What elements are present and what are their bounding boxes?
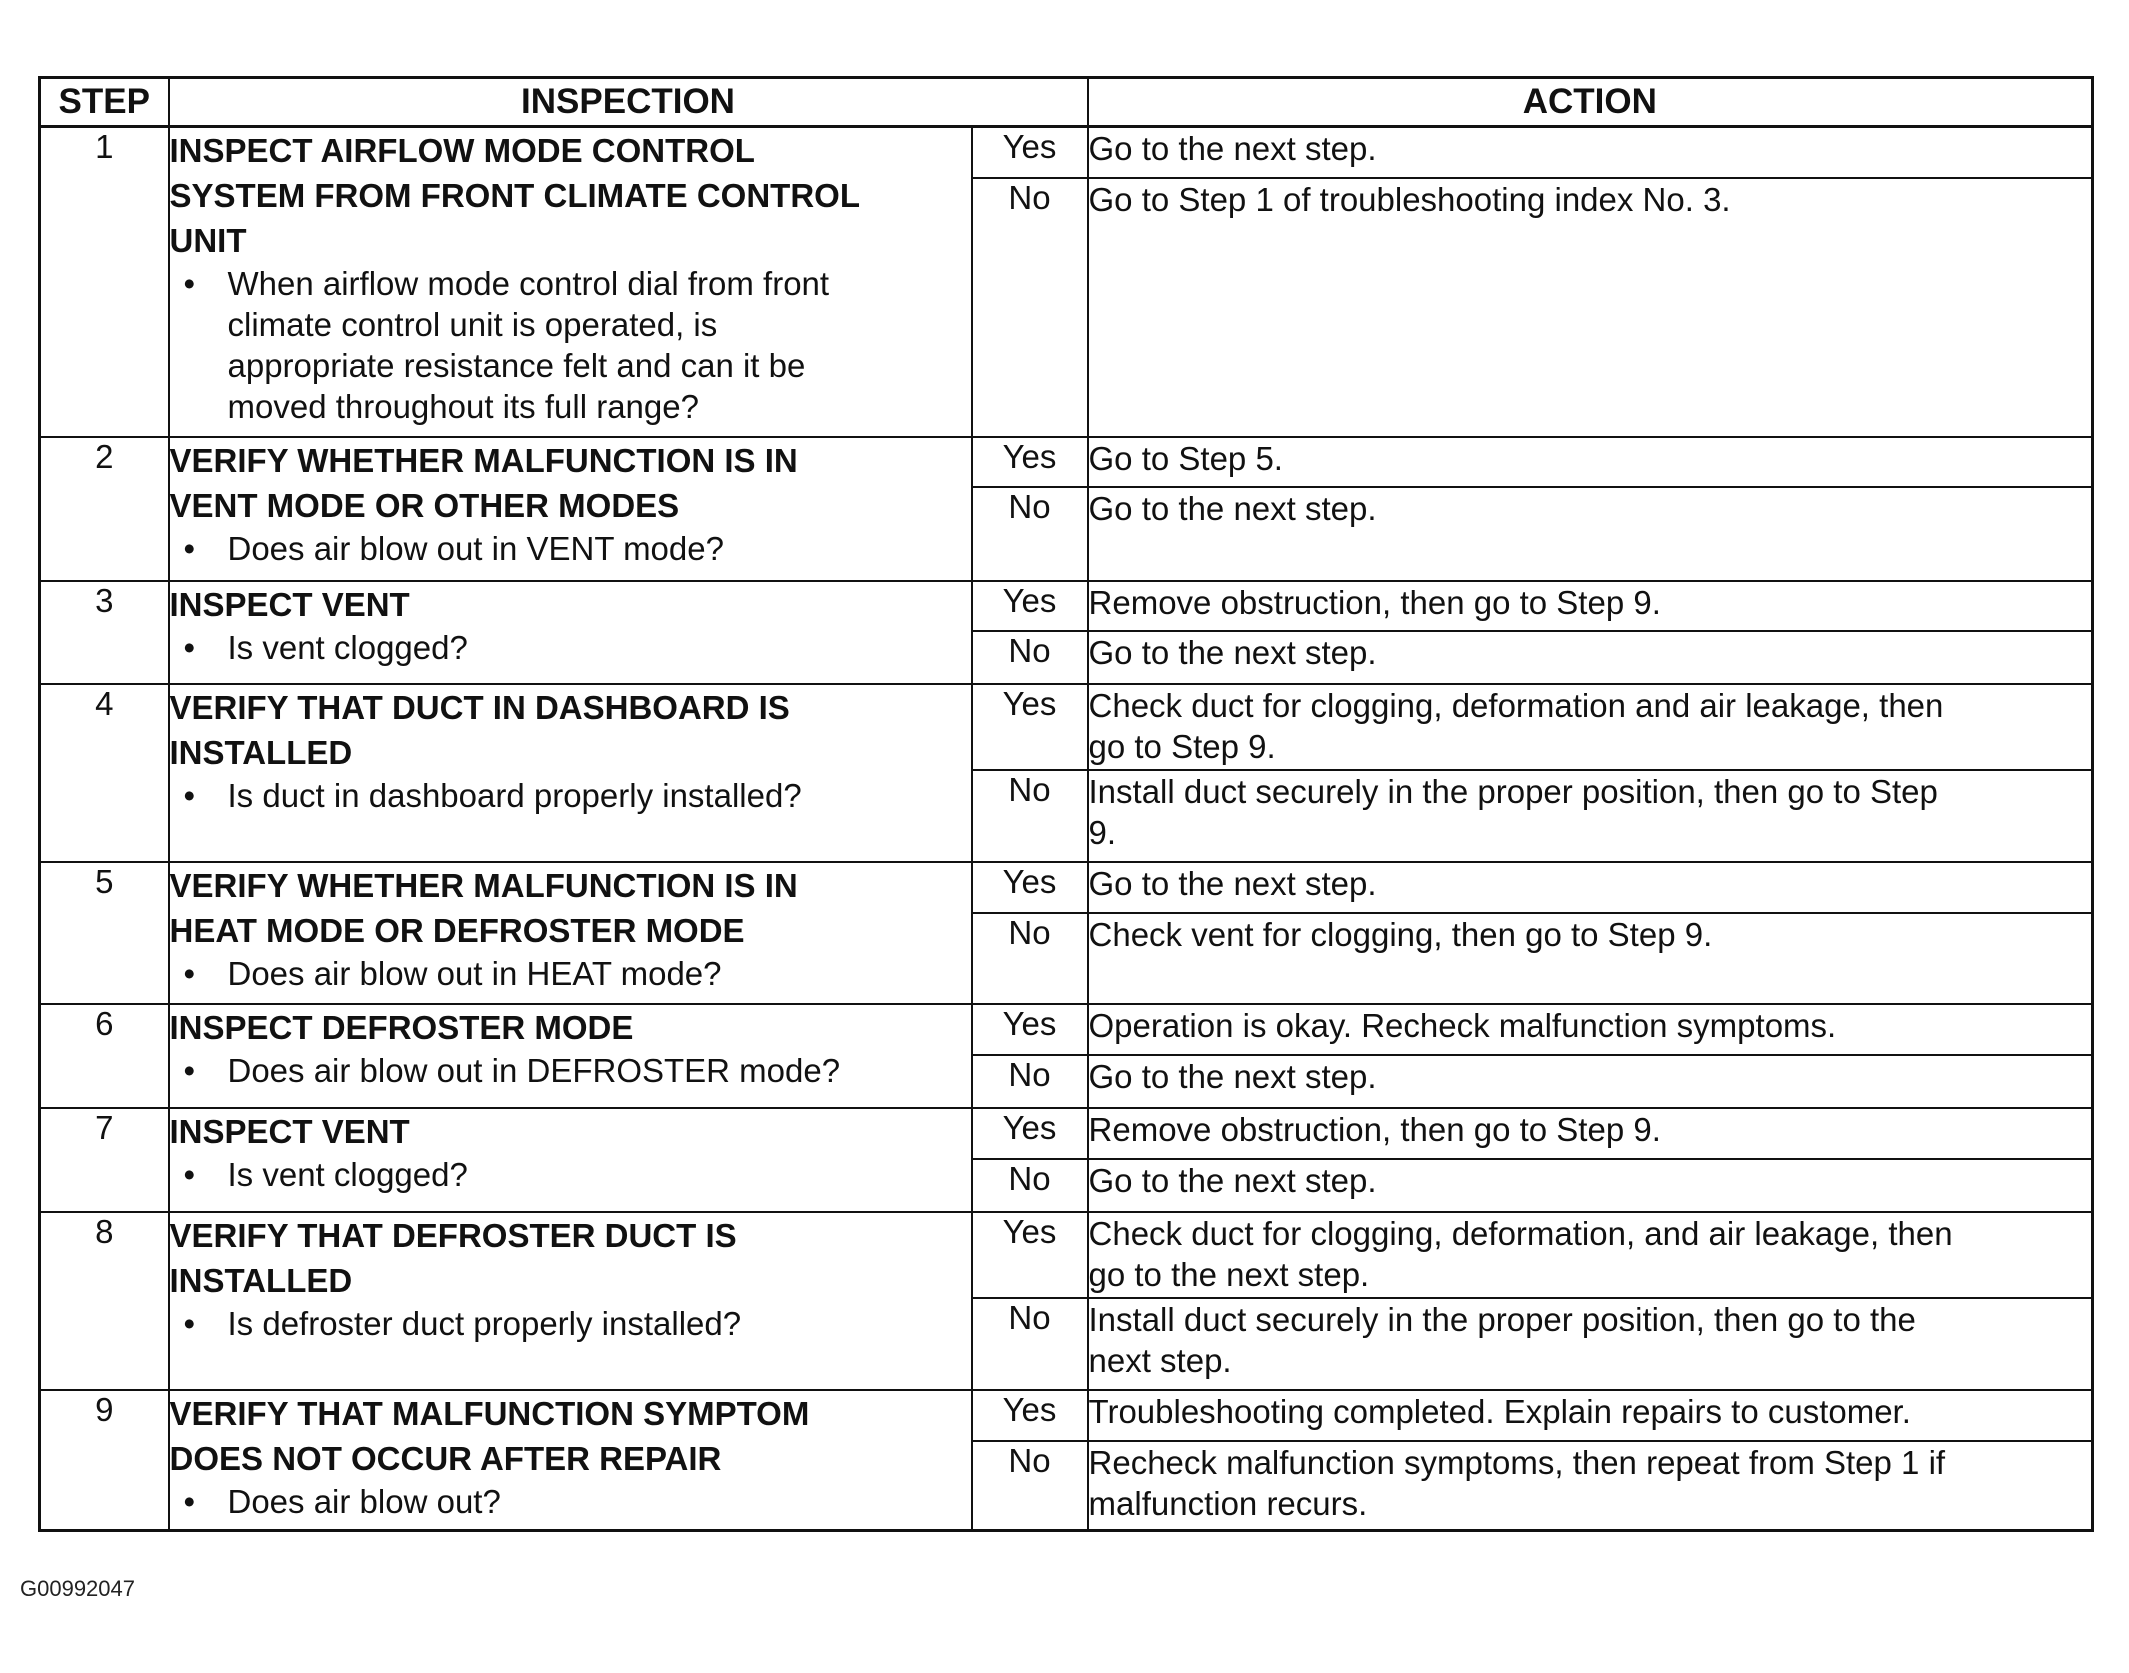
no-label: No — [972, 487, 1088, 581]
inspection-title-line: INSTALLED — [169, 1261, 353, 1299]
bullet-dot: • — [183, 954, 196, 992]
inspection-title-line: VERIFY THAT MALFUNCTION SYMPTOM — [169, 1394, 810, 1432]
header-action: ACTION — [1088, 78, 2093, 127]
no-label: No — [972, 1298, 1088, 1390]
table-row — [40, 1108, 2093, 1159]
no-label: No — [972, 770, 1088, 862]
action-line: Check duct for clogging, deformation, and air leakage, then — [1088, 1214, 1953, 1252]
bullet-dot: • — [183, 1482, 196, 1520]
action-line: Check vent for clogging, then go to Step 9. — [1088, 915, 1713, 953]
bullet-dot: • — [183, 628, 196, 666]
no-action — [1088, 1159, 2093, 1212]
table-row — [40, 127, 2093, 178]
step-number: 8 — [40, 1212, 169, 1390]
yes-action — [1088, 127, 2093, 178]
inspection-question — [170, 953, 971, 994]
bullet-dot: • — [183, 776, 196, 814]
inspection-question — [170, 775, 971, 816]
action-line: Remove obstruction, then go to Step 9. — [1088, 1110, 1661, 1148]
no-action — [1088, 1055, 2093, 1108]
no-label: No — [972, 1441, 1088, 1531]
action-line: go to Step 9. — [1088, 727, 1276, 765]
yes-action — [1088, 684, 2093, 770]
no-label: No — [972, 1159, 1088, 1212]
question-line: Does air blow out? — [227, 1482, 501, 1520]
question-line: Is duct in dashboard properly installed? — [227, 776, 802, 814]
bullet-dot: • — [183, 529, 196, 567]
inspection-question — [170, 528, 971, 569]
inspection-title-line: VERIFY THAT DUCT IN DASHBOARD IS — [169, 688, 790, 726]
yes-action — [1088, 581, 2093, 631]
yes-label: Yes — [972, 1004, 1088, 1055]
step-number: 1 — [40, 127, 169, 437]
no-label: No — [972, 1055, 1088, 1108]
inspection-title-line: VERIFY WHETHER MALFUNCTION IS IN — [169, 866, 798, 904]
inspection-cell — [169, 127, 972, 437]
inspection-title-line: DOES NOT OCCUR AFTER REPAIR — [169, 1439, 722, 1477]
inspection-title-line: INSPECT VENT — [169, 585, 410, 623]
question-line: Does air blow out in VENT mode? — [227, 529, 724, 567]
action-line: go to the next step. — [1088, 1255, 1370, 1293]
no-label: No — [972, 631, 1088, 684]
action-line: Go to the next step. — [1088, 1057, 1377, 1095]
table-row — [40, 581, 2093, 631]
inspection-question — [170, 1154, 971, 1195]
yes-action — [1088, 1108, 2093, 1159]
yes-label: Yes — [972, 127, 1088, 178]
question-line: Does air blow out in HEAT mode? — [227, 954, 722, 992]
action-line: Remove obstruction, then go to Step 9. — [1088, 583, 1661, 621]
yes-label: Yes — [972, 437, 1088, 487]
action-line: Install duct securely in the proper position, then go to the — [1088, 1300, 1916, 1338]
table-row — [40, 1212, 2093, 1298]
inspection-cell — [169, 1108, 972, 1212]
table-row — [40, 1390, 2093, 1441]
action-line: Troubleshooting completed. Explain repairs to customer. — [1088, 1392, 1911, 1430]
question-line: Is vent clogged? — [227, 1155, 468, 1193]
step-number: 6 — [40, 1004, 169, 1108]
inspection-title-line: VERIFY THAT DEFROSTER DUCT IS — [169, 1216, 737, 1254]
yes-label: Yes — [972, 581, 1088, 631]
question-line: climate control unit is operated, is — [227, 306, 718, 343]
inspection-title-line: INSTALLED — [169, 733, 353, 771]
inspection-cell — [169, 1390, 972, 1531]
action-line: next step. — [1088, 1341, 1232, 1379]
question-line: moved throughout its full range? — [227, 388, 699, 425]
yes-label: Yes — [972, 684, 1088, 770]
inspection-cell — [169, 1004, 972, 1108]
inspection-question — [170, 1303, 971, 1344]
inspection-title-line: VERIFY WHETHER MALFUNCTION IS IN — [169, 441, 798, 479]
bullet-dot: • — [183, 1304, 196, 1342]
no-label: No — [972, 178, 1088, 437]
header-step: STEP — [40, 78, 169, 127]
step-number: 2 — [40, 437, 169, 581]
inspection-question — [170, 263, 971, 427]
inspection-cell — [169, 684, 972, 862]
step-number: 5 — [40, 862, 169, 1004]
inspection-question — [170, 1050, 971, 1091]
no-action — [1088, 487, 2093, 581]
bullet-dot: • — [183, 1155, 196, 1193]
no-action — [1088, 913, 2093, 1004]
table-body — [40, 127, 2093, 1531]
header-inspection: INSPECTION — [169, 78, 1088, 127]
action-line: Go to the next step. — [1088, 633, 1377, 671]
yes-action — [1088, 1004, 2093, 1055]
question-line: Is defroster duct properly installed? — [227, 1304, 742, 1342]
no-label: No — [972, 913, 1088, 1004]
step-number: 3 — [40, 581, 169, 684]
no-action — [1088, 631, 2093, 684]
step-number: 7 — [40, 1108, 169, 1212]
action-line: Operation is okay. Recheck malfunction symptoms. — [1088, 1006, 1837, 1044]
inspection-title-line: INSPECT DEFROSTER MODE — [169, 1008, 634, 1046]
action-line: 9. — [1088, 813, 1117, 851]
no-action — [1088, 1298, 2093, 1390]
no-action — [1088, 178, 2093, 437]
inspection-cell — [169, 437, 972, 581]
inspection-title-line: UNIT — [169, 222, 247, 259]
inspection-question — [170, 627, 971, 668]
header-row — [40, 78, 2093, 127]
action-line: Go to Step 5. — [1088, 439, 1283, 477]
table-row — [40, 684, 2093, 770]
table-row — [40, 437, 2093, 487]
step-number: 4 — [40, 684, 169, 862]
inspection-title-line: SYSTEM FROM FRONT CLIMATE CONTROL — [169, 177, 861, 214]
action-line: Go to the next step. — [1088, 1161, 1377, 1199]
no-action — [1088, 770, 2093, 862]
action-line: Install duct securely in the proper position, then go to Step — [1088, 772, 1938, 810]
question-line: Is vent clogged? — [227, 628, 468, 666]
action-line: Check duct for clogging, deformation and air leakage, then — [1088, 686, 1944, 724]
inspection-cell — [169, 1212, 972, 1390]
action-line: Go to the next step. — [1088, 864, 1377, 902]
yes-label: Yes — [972, 1212, 1088, 1298]
action-line: Go to the next step. — [1088, 489, 1377, 527]
inspection-title-line: HEAT MODE OR DEFROSTER MODE — [169, 911, 745, 949]
question-line: When airflow mode control dial from front — [227, 265, 830, 302]
yes-action — [1088, 437, 2093, 487]
yes-action — [1088, 1390, 2093, 1441]
action-line: Recheck malfunction symptoms, then repeat from Step 1 if — [1088, 1443, 1946, 1481]
inspection-cell — [169, 581, 972, 684]
troubleshooting-document — [38, 76, 2091, 1532]
table-row — [40, 1004, 2093, 1055]
bullet-dot: • — [183, 1051, 196, 1089]
action-line: Go to Step 1 of troubleshooting index No. 3. — [1088, 180, 1731, 218]
inspection-title-line: VENT MODE OR OTHER MODES — [169, 486, 680, 524]
inspection-cell — [169, 862, 972, 1004]
bullet-dot: • — [183, 265, 196, 302]
yes-label: Yes — [972, 862, 1088, 913]
figure-id: G00992047 — [20, 1576, 135, 1601]
action-line: malfunction recurs. — [1088, 1484, 1368, 1522]
question-line: appropriate resistance felt and can it be — [227, 347, 806, 384]
yes-action — [1088, 1212, 2093, 1298]
question-line: Does air blow out in DEFROSTER mode? — [227, 1051, 841, 1089]
step-number: 9 — [40, 1390, 169, 1531]
inspection-title-line: INSPECT VENT — [169, 1112, 410, 1150]
action-line: Go to the next step. — [1088, 130, 1377, 167]
inspection-question — [170, 1481, 971, 1522]
troubleshooting-table — [38, 76, 2094, 1532]
table-row — [40, 862, 2093, 913]
inspection-title-line: INSPECT AIRFLOW MODE CONTROL — [169, 132, 755, 169]
yes-label: Yes — [972, 1108, 1088, 1159]
yes-label: Yes — [972, 1390, 1088, 1441]
no-action — [1088, 1441, 2093, 1531]
yes-action — [1088, 862, 2093, 913]
